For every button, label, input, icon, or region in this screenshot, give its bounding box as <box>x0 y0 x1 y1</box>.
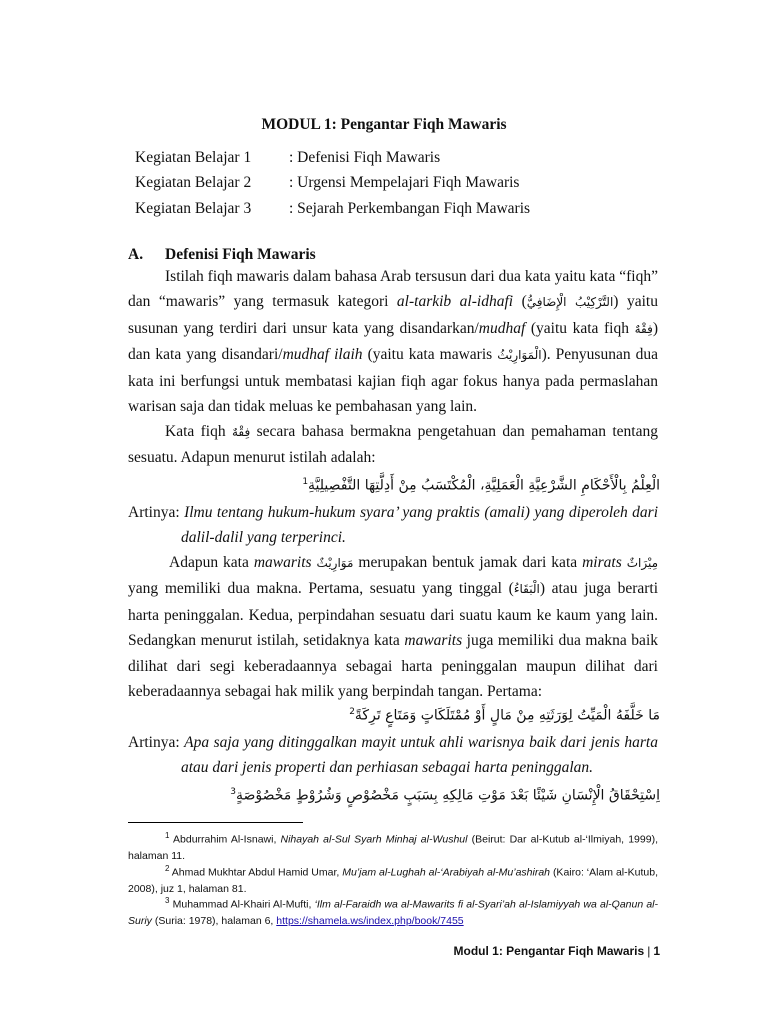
italic-title: ‘Ilm al-Faraidh wa al-Mawarits fi al-Syari’ah al-Islamiyyah wa al-Qanun al-Suriy <box>128 898 658 927</box>
italic-title: Mu’jam al-Lughah al-‘Arabiyah al-Mu’ashirah <box>342 866 551 879</box>
artinya-text: Ilmu tentang hukum-hukum syara’ yang praktis (amali) yang diperoleh dari dalil-dalil yang terperinci. <box>181 504 659 547</box>
arabic-definition-2 <box>160 707 660 724</box>
artinya-label: Artinya: <box>128 504 185 521</box>
arabic-text: اِسْتِحْقَاقُ الْإِنْسَانِ شَيْئًا بَعْدَ مَوْتِ مَالِكِهِ بِسَبَبٍ مَخْصُوْصٍ وَشُرُوْطٍ مَخْصُوْصَةٍ <box>236 787 660 804</box>
arabic-term: مِيْرَاثٌ <box>626 556 659 570</box>
footnote-link[interactable]: https://shamela.ws/index.php/book/7455 <box>276 914 464 927</box>
text: ) dan kata yang disandari/ <box>128 319 658 364</box>
italic-term: mawarits <box>404 632 463 650</box>
arabic-definition-1 <box>160 477 660 494</box>
text: ). Penyusunan dua kata ini berfungsi untuk membatasi kajian fiqh agar fokus hanya pada permaslahan warisan saja dan tidak meluas ke pembahasan yang lain. <box>128 346 659 416</box>
italic-term: mawarits <box>253 554 312 571</box>
text: Abdurrahim Al-Isnawi, <box>173 833 281 846</box>
text: ) atau juga berarti harta peninggalan. Kedua, perpindahan sesuatu dari suatu kaum ke kaum yang lain. Sedangkan menurut istilah, setidaknya kata <box>128 580 659 650</box>
italic-term: mudhaf ilaih <box>282 346 363 364</box>
italic-term: al-tarkib al-idhafi <box>396 293 514 311</box>
text: yang memiliki dua makna. Pertama, sesuatu yang tinggal ( <box>128 580 514 598</box>
text: Ahmad Mukhtar Abdul Hamid Umar, <box>171 866 343 879</box>
kegiatan-label: Kegiatan Belajar 2 <box>135 174 252 191</box>
text: Adapun kata <box>169 554 254 571</box>
arabic-term: فِقْهٌ <box>634 321 653 336</box>
italic-term: mudhaf <box>478 319 526 337</box>
text: (Kairo: ‘Alam al-Kutub, 2008), juz 1, halaman 81. <box>128 866 658 895</box>
section-heading <box>128 246 316 264</box>
section-title: Defenisi Fiqh Mawaris <box>165 246 316 263</box>
arabic-term: التَّرْكِيْبُ الْإِضَافِيُّ <box>526 295 614 310</box>
footnote-1 <box>128 828 658 864</box>
text: (yaitu kata mawaris <box>362 346 498 364</box>
footnote-number: 1 <box>165 831 170 840</box>
text: Istilah fiqh mawaris dalam bahasa Arab tersusun dari dua kata yaitu kata “fiqh” dan “mawaris” yang termasuk kategori <box>128 268 658 311</box>
artinya-label: Artinya: <box>128 734 185 751</box>
text: (Beirut: Dar al-Kutub al-‘Ilmiyah, 1999), halaman 11. <box>128 833 658 862</box>
footer-label: Modul 1: Pengantar Fiqh Mawaris <box>453 944 645 958</box>
page-title: MODUL 1: Pengantar Fiqh Mawaris <box>261 116 507 133</box>
artinya-1 <box>128 500 658 551</box>
arabic-text: الْعِلْمُ بِالْأَحْكَامِ الشَّرْعِيَّةِ الْعَمَلِيَّةِ، الْمُكْتَسَبُ مِنْ أَدِلَّتِهَا التَّفْصِيلِيَّةِ <box>308 477 660 494</box>
italic-title: Nihayah al-Sul Syarh Minhaj al-Wushul <box>280 833 468 846</box>
footnote-ref: 2 <box>349 707 355 717</box>
footer-separator: | <box>647 944 651 958</box>
footnote-2 <box>128 861 658 897</box>
footnote-ref: 3 <box>230 787 236 797</box>
italic-term: mirats <box>582 554 622 571</box>
paragraph-kata-fiqh <box>128 419 658 471</box>
artinya-2 <box>128 730 658 781</box>
text: Muhammad Al-Khairi Al-Mufti, <box>172 898 315 911</box>
arabic-term: مَوَارِيْثٌ <box>316 556 354 570</box>
arabic-text: مَا خَلَّفَهُ الْمَيِّتُ لِوَرَثَتِهِ مِنْ مَالٍ أَوْ مُمْتَلَكَاتٍ وَمَتَاعٍ تَرِكَةً <box>354 707 660 724</box>
kegiatan-value: : Defenisi Fiqh Mawaris <box>289 149 441 166</box>
footnote-separator <box>128 822 303 823</box>
footnote-ref: 1 <box>302 477 309 487</box>
kegiatan-value: : Sejarah Perkembangan Fiqh Mawaris <box>289 200 531 217</box>
page-number: 1 <box>653 944 660 958</box>
text: ( <box>513 293 527 311</box>
section-number: A. <box>128 246 144 263</box>
footnote-number: 2 <box>165 864 170 873</box>
text: ) yaitu susunan yang terdiri dari unsur kata yang disandarkan/ <box>128 293 658 337</box>
text: secara bahasa bermakna pengetahuan dan pemahaman tentang sesuatu. Adapun menurut istilah adalah: <box>128 423 658 467</box>
paragraph-istilah <box>128 264 658 419</box>
kegiatan-value: : Urgensi Mempelajari Fiqh Mawaris <box>289 174 520 191</box>
page-footer <box>0 944 660 958</box>
text: merupakan bentuk jamak dari kata <box>353 554 583 571</box>
paragraph-mawarits <box>128 550 658 704</box>
kegiatan-label: Kegiatan Belajar 1 <box>135 149 252 166</box>
text: Kata fiqh <box>165 423 232 440</box>
arabic-term: الْبَقَاءُ <box>513 582 540 597</box>
footnote-3 <box>128 893 658 929</box>
artinya-text: Apa saja yang ditinggalkan mayit untuk ahli warisnya baik dari jenis harta atau dari jenis properti dan perhiasan sebagai harta peninggalan. <box>181 734 658 777</box>
text: (yaitu kata fiqh <box>525 319 635 337</box>
kegiatan-label: Kegiatan Belajar 3 <box>135 200 252 217</box>
arabic-definition-3 <box>160 787 660 804</box>
arabic-term: فِقْهٌ <box>231 425 251 439</box>
arabic-term: الْمَوَارِيْثُ <box>497 348 542 363</box>
text: (Suria: 1978), halaman 6, <box>151 914 277 927</box>
footnote-number: 3 <box>165 896 170 905</box>
text: juga memiliki dua makna baik dilihat dari segi keberadaannya sebagai harta peninggalan maupun dilihat dari keberadaannya sebagai hak milik yang berpindah tangan. Pertama: <box>128 632 658 701</box>
